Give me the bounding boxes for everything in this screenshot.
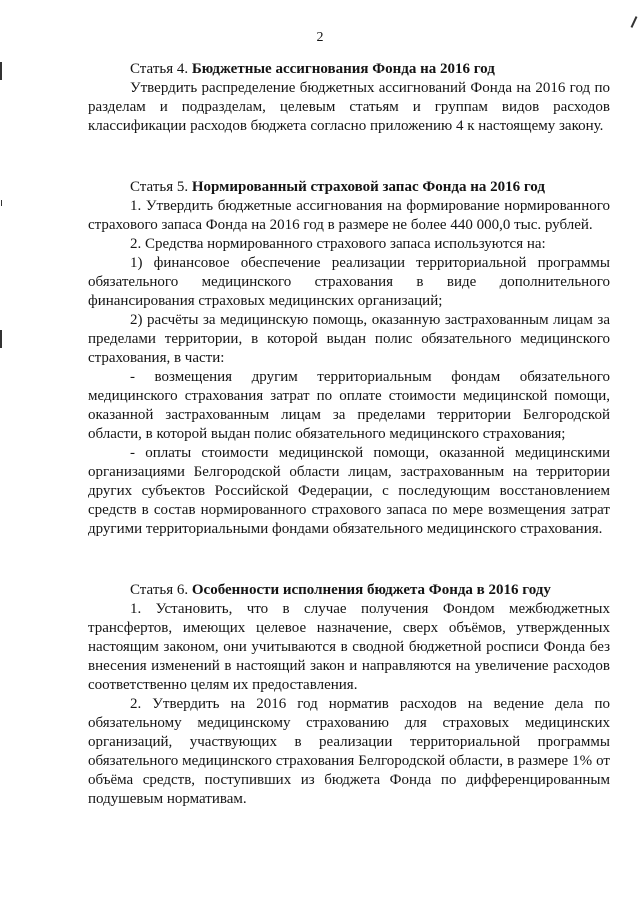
scan-margin-mark [0,62,2,80]
article-4 [88,60,610,136]
paragraph: 2. Утвердить на 2016 год норматив расходов на ведение дела по обязательному медицинскому страхованию для страховых медицинских организаций, участвующих в реализации территориальной программы обязательного медицинского страхования Белгородской области, в размере 1% от объёма средств, поступивших из бюджета Фонда по дифференцированным подушевым нормативам. [88,696,610,807]
scan-margin-mark [1,200,2,206]
paragraph: 2) расчёты за медицинскую помощь, оказанную застрахованным лицам за пределами территории, в которой выдан полис обязательного медицинского страхования, в части: [88,312,610,366]
article-label: Статья 5. [130,179,189,195]
article-title: Особенности исполнения бюджета Фонда в 2016 году [191,582,551,598]
paragraph: Утвердить распределение бюджетных ассигнований Фонда на 2016 год по разделам и подразделам, целевым статьям и группам видов расходов классификации расходов бюджета согласно приложению 4 к настоящему закону. [88,80,610,134]
article-heading [88,178,610,197]
paragraph: - возмещения другим территориальным фондам обязательного медицинского страхования затрат по оплате стоимости медицинской помощи, оказанной застрахованным лицам за пределами территории Белгородской области, в которой выдан полис обязательного медицинского страхования; [88,369,610,442]
paragraph: 1. Утвердить бюджетные ассигнования на формирование нормированного страхового запаса Фонда на 2016 год в размере не более 440 000,0 тыс. рублей. [88,198,610,233]
paragraph: 1. Установить, что в случае получения Фондом межбюджетных трансфертов, имеющих целевое назначение, сверх объёмов, утвержденных настоящим законом, они учитываются в сводной бюджетной росписи Фонда без внесения изменений в настоящий закон и направляются на увеличение расходов соответственно целям их предоставления. [88,601,610,693]
article-title: Нормированный страховой запас Фонда на 2016 год [191,179,545,195]
article-heading [88,60,610,79]
page-number: 2 [316,30,324,45]
article-5 [88,178,610,539]
article-label: Статья 4. [130,61,189,77]
scan-margin-mark [0,330,2,348]
document-body [88,60,610,809]
article-heading [88,581,610,600]
article-6 [88,581,610,809]
paragraph: 2. Средства нормированного страхового запаса используются на: [130,236,546,252]
paragraph: - оплаты стоимости медицинской помощи, оказанной медицинскими организациями Белгородской области лицам, застрахованным на территории других субъектов Российской Федерации, с последующим восстановлением средств в состав нормированного страхового запаса по мере возмещения затрат другими территориальными фондами обязательного медицинского страхования. [88,445,610,537]
paragraph: 1) финансовое обеспечение реализации территориальной программы обязательного медицинского страхования в виде дополнительного финансирования страховых медицинских организаций; [88,255,610,309]
article-title: Бюджетные ассигнования Фонда на 2016 год [191,61,495,77]
scan-corner-mark [631,16,638,28]
article-label: Статья 6. [130,582,189,598]
